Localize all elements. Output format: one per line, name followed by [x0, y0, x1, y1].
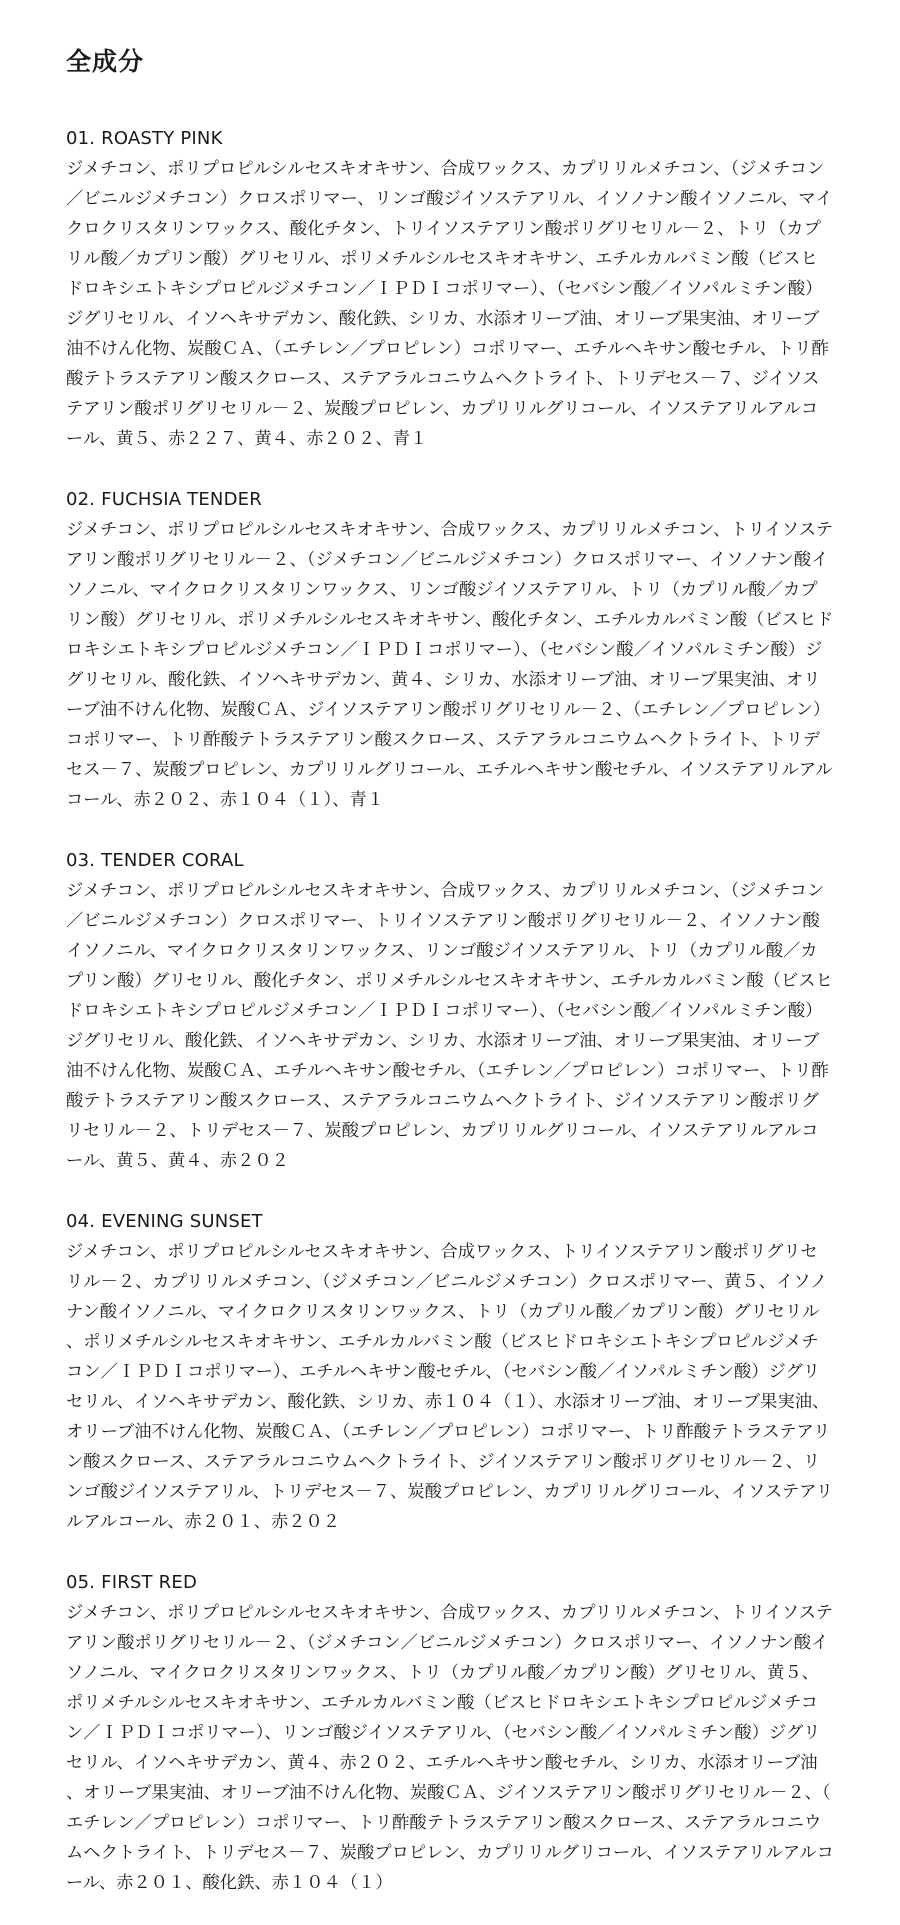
product-name: 04. EVENING SUNSET — [66, 1211, 263, 1232]
product-name: 02. FUCHSIA TENDER — [66, 489, 262, 510]
product-ingredients: ジメチコン、ポリプロピルシルセスキオキサン、合成ワックス、トリイソステアリン酸ポリグリセリル－２、カプリリルメチコン、（ジメチコン／ビニルジメチコン）クロスポリマー、黄５、イソノナン酸イソノニル、マイクロクリスタリンワックス、トリ（カプリル酸／カプリン酸）グリセリル、ポリメチルシルセスキオキサン、エチルカルバミン酸（ビスヒドロキシエトキシプロピルジメチコン／ＩＰＤＩコポリマー）、エチルヘキサン酸セチル、（セバシン酸／イソパルミチン酸）ジグリセリル、イソヘキサデカン、酸化鉄、シリカ、赤１０４（１）、水添オリーブ油、オリーブ果実油、オリーブ油不けん化物、炭酸ＣＡ、（エチレン／プロピレン）コポリマー、トリ酢酸テトラステアリン酸スクロース、ステアラルコニウムヘクトライト、ジイソステアリン酸ポリグリセリル－２、リンゴ酸ジイソステアリル、トリデセス－７、炭酸プロピレン、カプリリルグリコール、イソステアリルアルコール、赤２０１、赤２０２ — [66, 1242, 834, 1532]
product-section-roasty-pink — [66, 124, 834, 454]
product-section-fuchsia-tender — [66, 485, 834, 815]
product-section-tender-coral — [66, 846, 834, 1176]
product-name: 01. ROASTY PINK — [66, 128, 223, 149]
product-ingredients: ジメチコン、ポリプロピルシルセスキオキサン、合成ワックス、カプリリルメチコン、トリイソステアリン酸ポリグリセリル－２、（ジメチコン／ビニルジメチコン）クロスポリマー、イソノナン酸イソノニル、マイクロクリスタリンワックス、リンゴ酸ジイソステアリル、トリ（カプリル酸／カプリン酸）グリセリル、ポリメチルシルセスキオキサン、酸化チタン、エチルカルバミン酸（ビスヒドロキシエトキシプロピルジメチコン／ＩＰＤＩコポリマー）、（セバシン酸／イソパルミチン酸）ジグリセリル、酸化鉄、イソヘキサデカン、黄４、シリカ、水添オリーブ油、オリーブ果実油、オリーブ油不けん化物、炭酸ＣＡ、ジイソステアリン酸ポリグリセリル－２、（エチレン／プロピレン）コポリマー、トリ酢酸テトラステアリン酸スクロース、ステアラルコニウムヘクトライト、トリデセス－７、炭酸プロピレン、カプリリルグリコール、エチルヘキサン酸セチル、イソステアリルアルコール、赤２０２、赤１０４（１）、青１ — [66, 520, 834, 810]
product-section-evening-sunset — [66, 1207, 834, 1537]
product-section-first-red — [66, 1568, 834, 1898]
product-ingredients: ジメチコン、ポリプロピルシルセスキオキサン、合成ワックス、カプリリルメチコン、トリイソステアリン酸ポリグリセリル－２、（ジメチコン／ビニルジメチコン）クロスポリマー、イソノナン酸イソノニル、マイクロクリスタリンワックス、トリ（カプリル酸／カプリン酸）グリセリル、黄５、ポリメチルシルセスキオキサン、エチルカルバミン酸（ビスヒドロキシエトキシプロピルジメチコン／ＩＰＤＩコポリマー）、リンゴ酸ジイソステアリル、（セバシン酸／イソパルミチン酸）ジグリセリル、イソヘキサデカン、黄４、赤２０２、エチルヘキサン酸セチル、シリカ、水添オリーブ油、オリーブ果実油、オリーブ油不けん化物、炭酸ＣＡ、ジイソステアリン酸ポリグリセリル－２、（エチレン／プロピレン）コポリマー、トリ酢酸テトラステアリン酸スクロース、ステアラルコニウムヘクトライト、トリデセス－７、炭酸プロピレン、カプリリルグリコール、イソステアリルアルコール、赤２０１、酸化鉄、赤１０４（１） — [66, 1603, 834, 1893]
product-name: 05. FIRST RED — [66, 1572, 197, 1593]
product-ingredients: ジメチコン、ポリプロピルシルセスキオキサン、合成ワックス、カプリリルメチコン、（ジメチコン／ビニルジメチコン）クロスポリマー、リンゴ酸ジイソステアリル、イソノナン酸イソノニル、マイクロクリスタリンワックス、酸化チタン、トリイソステアリン酸ポリグリセリル－２、トリ（カプリル酸／カプリン酸）グリセリル、ポリメチルシルセスキオキサン、エチルカルバミン酸（ビスヒドロキシエトキシプロピルジメチコン／ＩＰＤＩコポリマー）、（セバシン酸／イソパルミチン酸）ジグリセリル、イソヘキサデカン、酸化鉄、シリカ、水添オリーブ油、オリーブ果実油、オリーブ油不けん化物、炭酸ＣＡ、（エチレン／プロピレン）コポリマー、エチルヘキサン酸セチル、トリ酢酸テトラステアリン酸スクロース、ステアラルコニウムヘクトライト、トリデセス－７、ジイソステアリン酸ポリグリセリル－２、炭酸プロピレン、カプリリルグリコール、イソステアリルアルコール、黄５、赤２２７、黄４、赤２０２、青１ — [66, 159, 833, 449]
product-name: 03. TENDER CORAL — [66, 850, 244, 871]
product-ingredients: ジメチコン、ポリプロピルシルセスキオキサン、合成ワックス、カプリリルメチコン、（ジメチコン／ビニルジメチコン）クロスポリマー、トリイソステアリン酸ポリグリセリル－２、イソノナン酸イソノニル、マイクロクリスタリンワックス、リンゴ酸ジイソステアリル、トリ（カプリル酸／カプリン酸）グリセリル、酸化チタン、ポリメチルシルセスキオキサン、エチルカルバミン酸（ビスヒドロキシエトキシプロピルジメチコン／ＩＰＤＩコポリマー）、（セバシン酸／イソパルミチン酸）ジグリセリル、酸化鉄、イソヘキサデカン、シリカ、水添オリーブ油、オリーブ果実油、オリーブ油不けん化物、炭酸ＣＡ、エチルヘキサン酸セチル、（エチレン／プロピレン）コポリマー、トリ酢酸テトラステアリン酸スクロース、ステアラルコニウムヘクトライト、ジイソステアリン酸ポリグリセリル－２、トリデセス－７、炭酸プロピレン、カプリリルグリコール、イソステアリルアルコール、黄５、黄４、赤２０２ — [66, 881, 833, 1171]
page-title: 全成分 — [66, 47, 145, 76]
